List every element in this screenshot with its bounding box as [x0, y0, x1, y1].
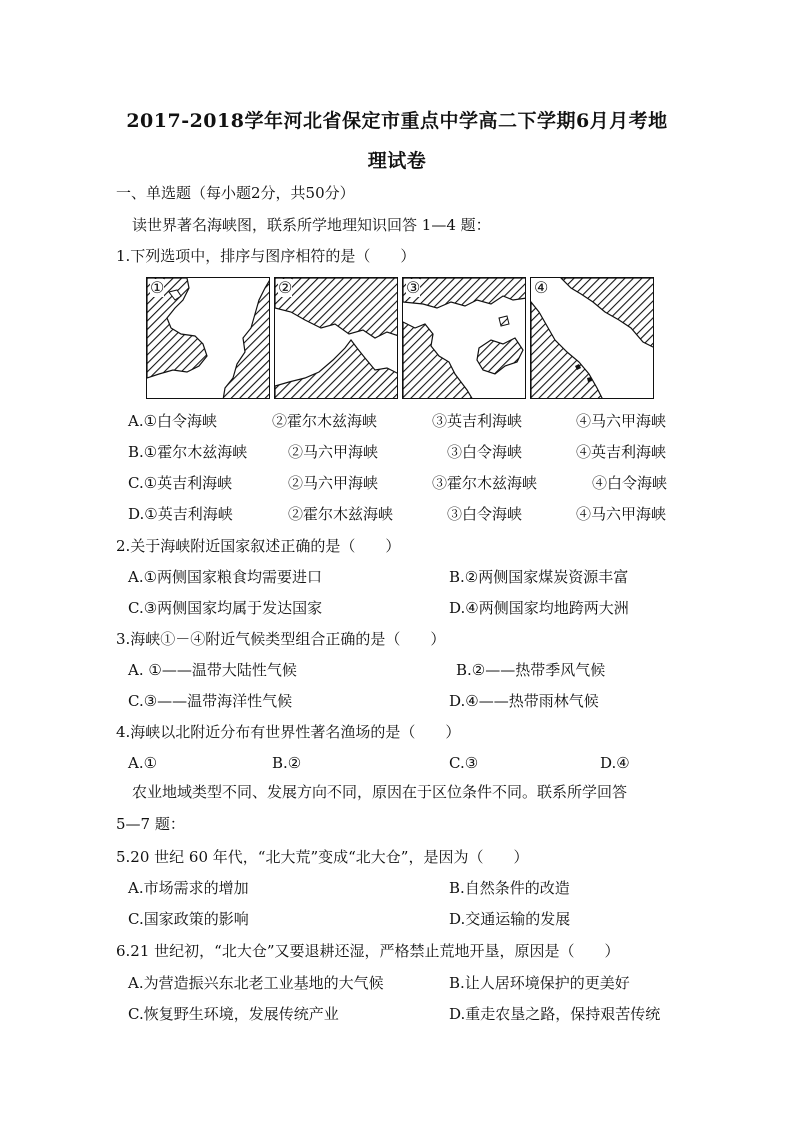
q3-stem: 3.海峡①－④附近气候类型组合正确的是（ ）: [116, 630, 446, 648]
map-panel-1: [146, 277, 270, 399]
q6-stem: 6.21 世纪初，“北大仓”又要退耕还湿，严格禁止荒地开垦，原因是（ ）: [116, 942, 620, 960]
q3-option-b: B.②——热带季风气候: [456, 661, 606, 679]
q4-option-a: A.①: [128, 754, 158, 772]
q2-option-c: C.③两侧国家均属于发达国家: [128, 599, 323, 617]
strait-maps-figure: [146, 277, 654, 399]
strait-map-1: [147, 278, 270, 399]
group2-intro-line1: 农业地域类型不同、发展方向不同，原因在于区位条件不同。联系所学回答: [132, 783, 628, 801]
q4-option-d: D.④: [600, 754, 630, 772]
section-heading: 一、单选题（每小题2分，共50分）: [116, 184, 355, 202]
q2-option-a: A.①两侧国家粮食均需要进口: [128, 568, 323, 586]
map-panel-3: [402, 277, 526, 399]
q6-option-c: C.恢复野生环境，发展传统产业: [128, 1005, 339, 1023]
q1-option-d-3: ③白令海峡: [447, 505, 523, 523]
q4-stem: 4.海峡以北附近分布有世界性著名渔场的是（ ）: [116, 723, 461, 741]
q5-stem: 5.20 世纪 60 年代，“北大荒”变成“北大仓”，是因为（ ）: [116, 848, 529, 866]
q1-option-d-2: ②霍尔木兹海峡: [288, 505, 394, 523]
q1-option-c-1: C.①英吉利海峡: [128, 474, 233, 492]
strait-map-2: [275, 278, 398, 399]
page-title-line2: 理试卷: [367, 150, 427, 172]
q1-option-a-2: ②霍尔木兹海峡: [272, 412, 378, 430]
group2-intro-line2: 5—7 题：: [116, 815, 185, 833]
q5-option-d: D.交通运输的发展: [449, 910, 571, 928]
q6-option-b: B.让人居环境保护的更美好: [449, 974, 630, 992]
q4-option-c: C.③: [449, 754, 479, 772]
q1-option-a-3: ③英吉利海峡: [432, 412, 523, 430]
q1-option-c-3: ③霍尔木兹海峡: [432, 474, 538, 492]
q6-option-d: D.重走农垦之路，保持艰苦传统: [449, 1005, 661, 1023]
q3-option-d: D.④——热带雨林气候: [449, 692, 599, 710]
q1-option-b-1: B.①霍尔木兹海峡: [128, 443, 248, 461]
q5-option-a: A.市场需求的增加: [128, 879, 249, 897]
q1-option-b-3: ③白令海峡: [447, 443, 523, 461]
q1-option-a-4: ④马六甲海峡: [576, 412, 667, 430]
q2-option-b: B.②两侧国家煤炭资源丰富: [449, 568, 629, 586]
q1-option-a-1: A.①白令海峡: [128, 412, 218, 430]
strait-map-4: [531, 278, 654, 399]
q1-option-d-4: ④马六甲海峡: [576, 505, 667, 523]
q3-option-c: C.③——温带海洋性气候: [128, 692, 293, 710]
q5-option-b: B.自然条件的改造: [449, 879, 570, 897]
map-panel-2: [274, 277, 398, 399]
map-panel-4: [530, 277, 654, 399]
map-label-3: ③: [406, 278, 421, 297]
q5-option-c: C.国家政策的影响: [128, 910, 249, 928]
q1-option-b-4: ④英吉利海峡: [576, 443, 667, 461]
q1-stem: 1.下列选项中，排序与图序相符的是（ ）: [116, 247, 416, 265]
map-label-2: ②: [278, 278, 293, 297]
q1-option-c-4: ④白令海峡: [592, 474, 668, 492]
q4-option-b: B.②: [272, 754, 302, 772]
q3-option-a: A. ①——温带大陆性气候: [128, 661, 297, 679]
q2-stem: 2.关于海峡附近国家叙述正确的是（ ）: [116, 537, 401, 555]
map-label-4: ④: [534, 278, 549, 297]
q1-option-c-2: ②马六甲海峡: [288, 474, 379, 492]
page-title-line1: 2017-2018学年河北省保定市重点中学高二下学期6月月考地: [126, 110, 668, 132]
strait-map-3: [403, 278, 526, 399]
q1-option-b-2: ②马六甲海峡: [288, 443, 379, 461]
q6-option-a: A.为营造振兴东北老工业基地的大气候: [128, 974, 384, 992]
q1-option-d-1: D.①英吉利海峡: [128, 505, 233, 523]
group1-intro: 读世界著名海峡图，联系所学地理知识回答 1—4 题：: [132, 216, 491, 234]
map-label-1: ①: [150, 278, 165, 297]
q2-option-d: D.④两侧国家均地跨两大洲: [449, 599, 629, 617]
